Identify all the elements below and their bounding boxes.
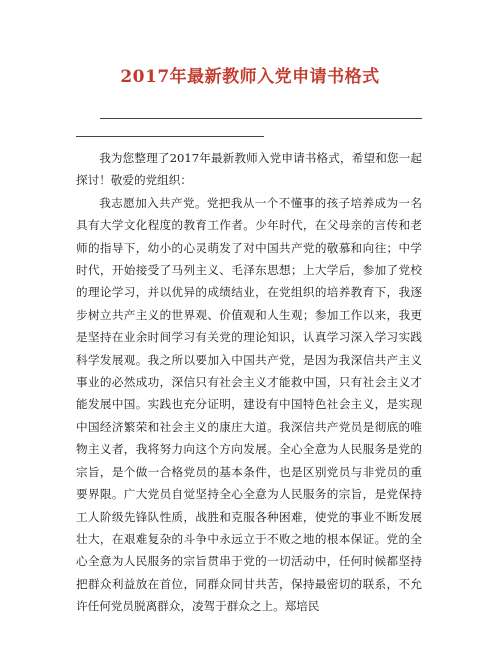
intro-paragraph: 我为您整理了2017年最新教师入党申请书格式，希望和您一起探讨！敬爱的党组织：: [76, 151, 422, 188]
main-paragraph: 我志愿加入共产党。党把我从一个不懂事的孩子培养成为一名具有大学文化程度的教育工作者。少年时代，在父母亲的言传和老师的指导下，幼小的心灵萌发了对中国共产党的敬慕和向往；中学时代，开始接受了马列主义、毛泽东思想；上大学后，参加了党校的理论学习，并以优异的成绩结业，在党组织的培养教育下，我逐步树立共产主义的世界观、价值观和人生观；参加工作以来，我更是坚持在业余时间学习有关党的理论知识，认真学习深入学习实践科学发展观。我之所以要加入中国共产党，是因为我深信共产主义事业的必然成功，深信只有社会主义才能救中国，只有社会主义才能发展中国。实践也充分证明，建设有中国特色社会主义，是实现中国经济繁荣和社会主义的康庄大道。我深信共产党员是彻底的唯物主义者，我将努力向这个方向发展。全心全意为人民服务是党的宗旨，是个做一合格党员的基本条件，也是区别党员与非党员的重要界限。广大党员自觉坚持全心全意为人民服务的宗旨，是党保持工人阶级先锋队性质，战胜和克服各种困难，使党的事业不断发展壮大，在艰难复杂的斗争中永远立于不败之地的根本保证。党的全心全意为人民服务的宗旨贯串于党的一切活动中，任何时候都坚持把群众利益放在首位，同群众同甘共苦，保持最密切的联系，不允许任何党员脱离群众，凌驾于群众之上。郑培民: [76, 195, 422, 614]
title-underline-2: [76, 136, 264, 137]
document-title: 2017年最新教师入党申请书格式: [120, 67, 380, 87]
document-body: [76, 147, 422, 618]
title-underline-1: [100, 118, 422, 119]
